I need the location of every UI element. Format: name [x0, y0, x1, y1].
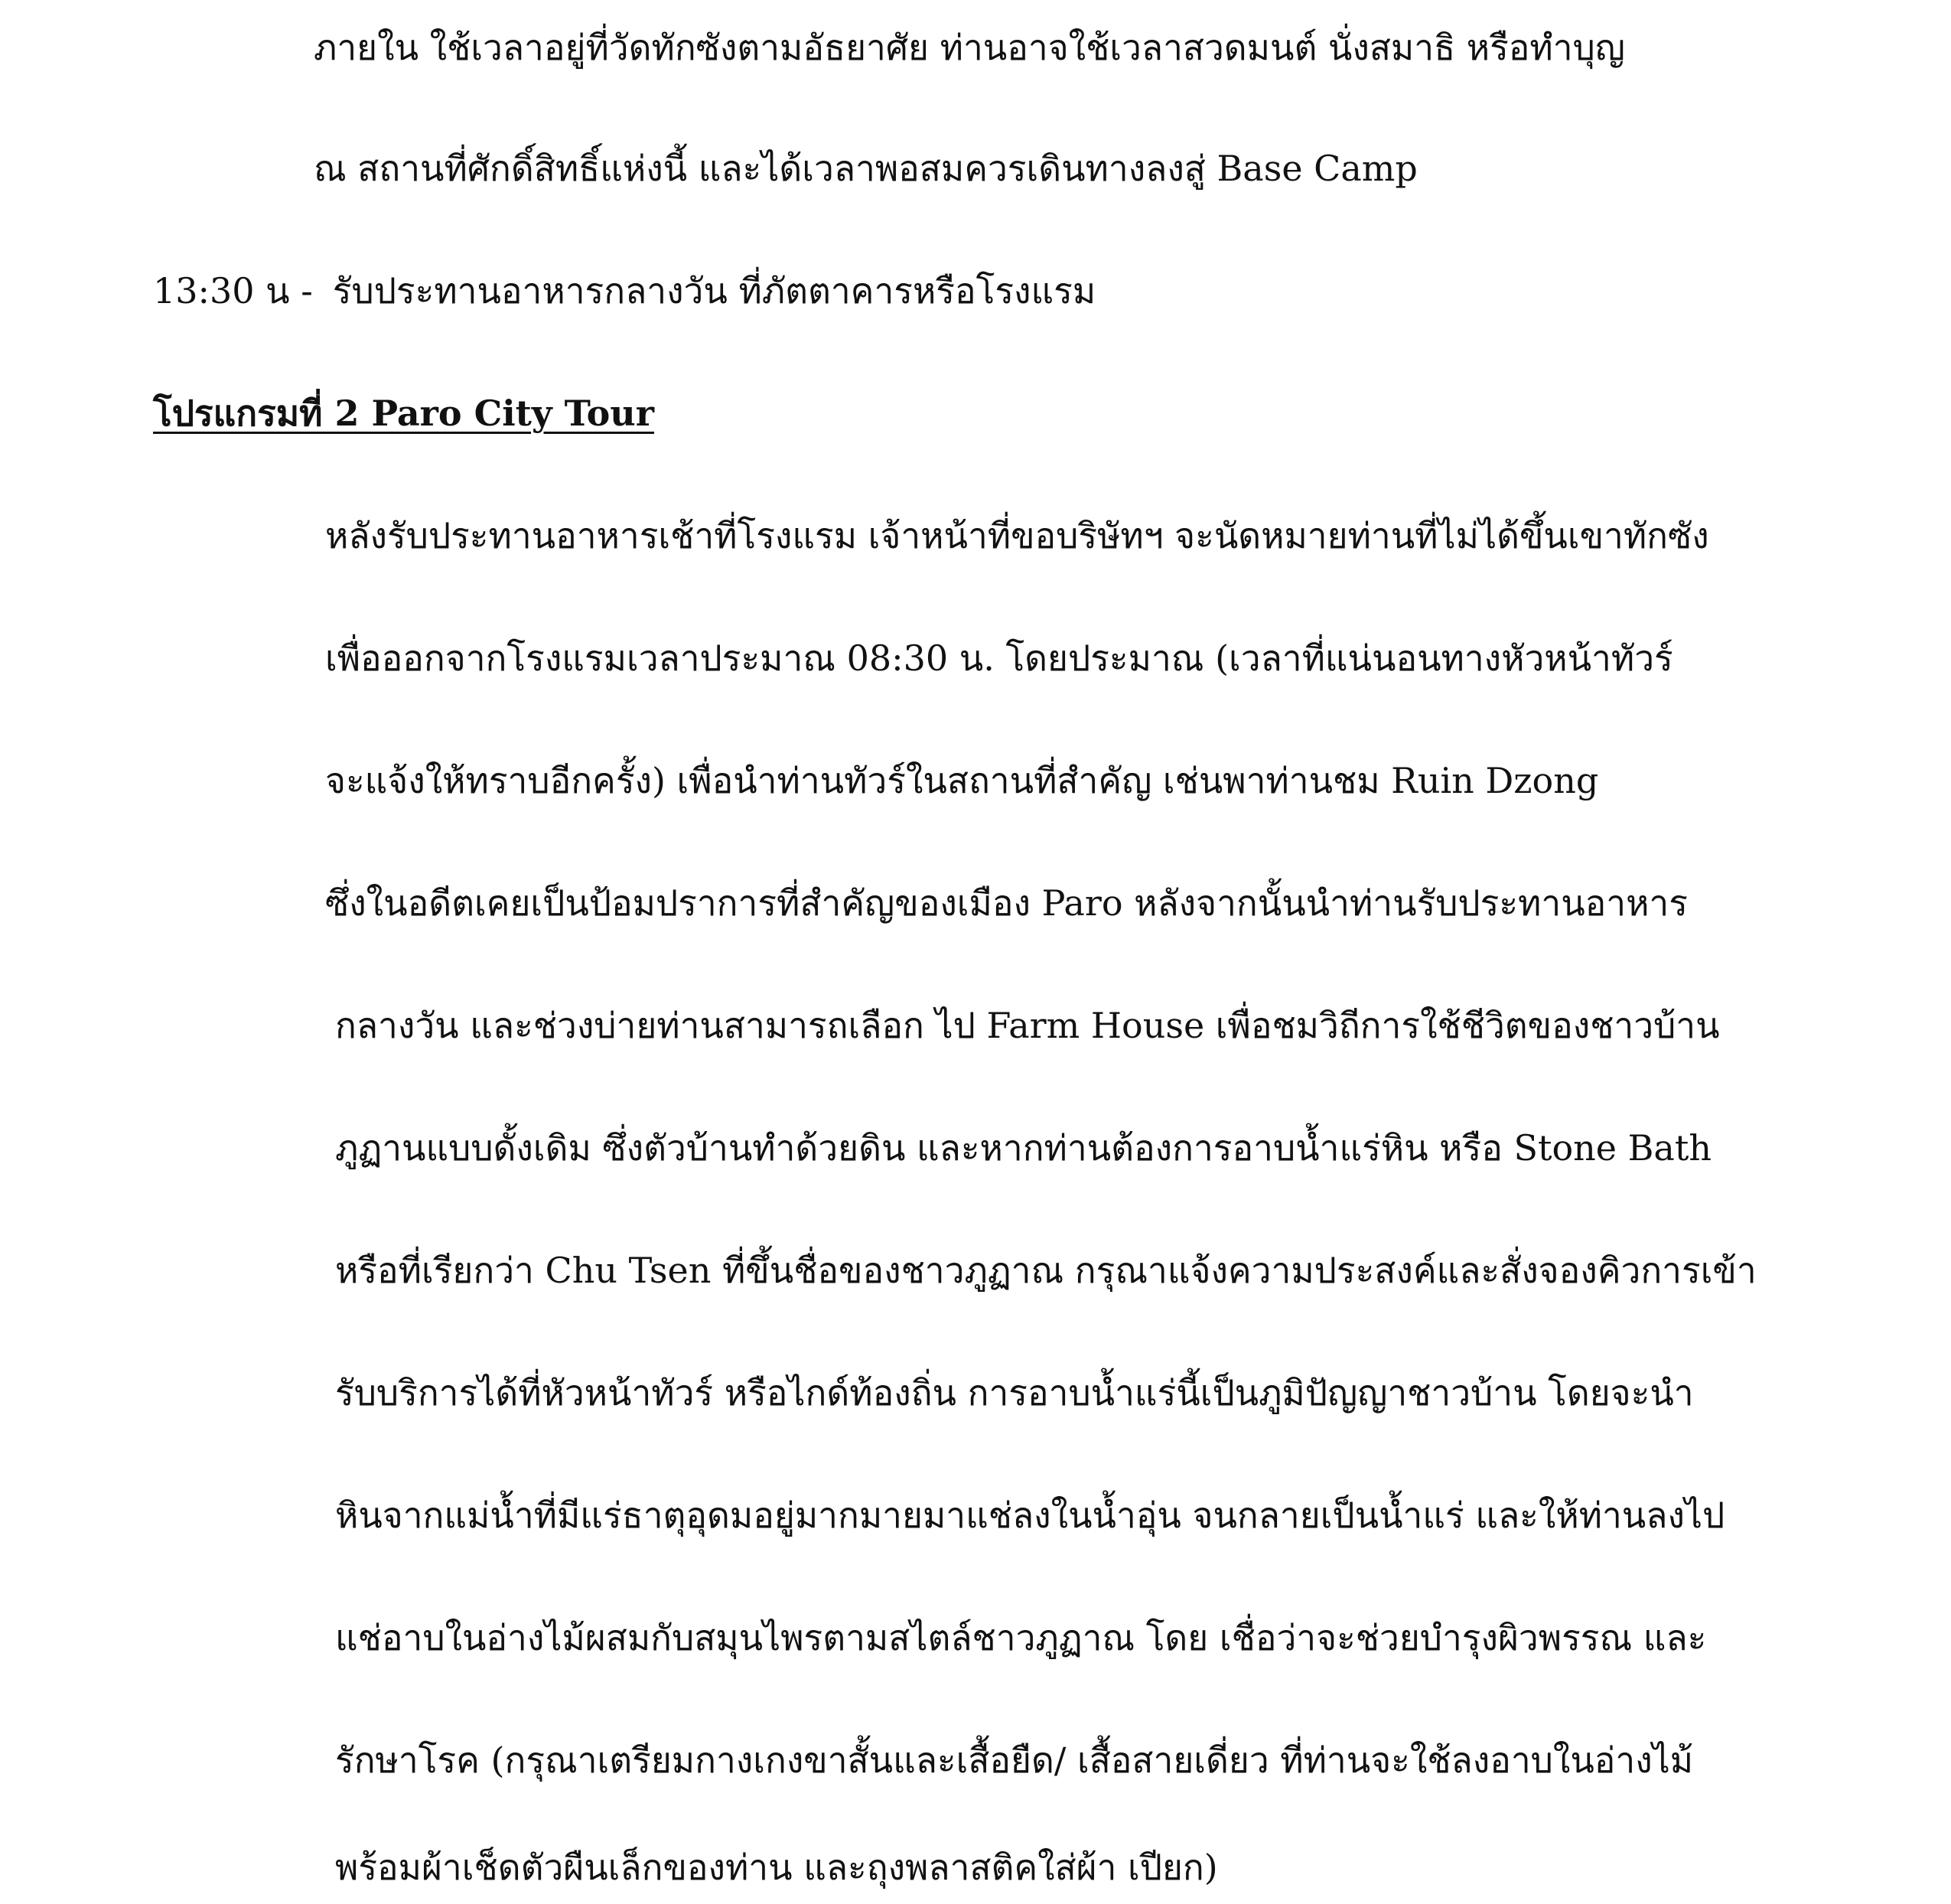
- intro-line: ภายใน ใช้เวลาอยู่ที่วัดทักซังตามอัธยาศัย ท่านอาจใช้เวลาสวดมนต์ นั่งสมาธิ หรือทำบุญ: [314, 27, 1625, 68]
- schedule-time: 13:30 น -: [153, 270, 313, 311]
- program-line: พร้อมผ้าเช็ดตัวผืนเล็กของท่าน และถุงพลาสติคใส่ผ้า เปียก): [335, 1847, 1218, 1888]
- program-line: หินจากแม่น้ำที่มีแร่ธาตุอุดมอยู่มากมายมาแช่ลงในน้ำอุ่น จนกลายเป็นน้ำแร่ และให้ท่านลงไป: [335, 1495, 1725, 1536]
- intro-line: ณ สถานที่ศักดิ์สิทธิ์แห่งนี้ และได้เวลาพอสมควรเดินทางลงสู่ Base Camp: [314, 148, 1418, 189]
- schedule-text: รับประทานอาหารกลางวัน ที่ภัตตาคารหรือโรงแรม: [332, 270, 1096, 311]
- program-line: เพื่อออกจากโรงแรมเวลาประมาณ 08:30 น. โดยประมาณ (เวลาที่แน่นอนทางหัวหน้าทัวร์: [325, 637, 1673, 679]
- program-line: จะแจ้งให้ทราบอีกครั้ง) เพื่อนำท่านทัวร์ในสถานที่สำคัญ เช่นพาท่านชม Ruin Dzong: [325, 760, 1599, 801]
- program-line: ซึ่งในอดีตเคยเป็นป้อมปราการที่สำคัญของเมือง Paro หลังจากนั้นนำท่านรับประทานอาหาร: [325, 882, 1688, 924]
- program-line: แช่อาบในอ่างไม้ผสมกับสมุนไพรตามสไตล์ชาวภูฏาณ โดย เชื่อว่าจะช่วยบำรุงผิวพรรณ และ: [335, 1617, 1707, 1658]
- program-line: หรือที่เรียกว่า Chu Tsen ที่ขึ้นชื่อของชาวภูฏาณ กรุณาแจ้งความประสงค์และสั่งจองคิวการเข้า: [335, 1250, 1757, 1291]
- program-line: รักษาโรค (กรุณาเตรียมกางเกงขาสั้นและเสื้อยืด/ เสื้อสายเดี่ยว ที่ท่านจะใช้ลงอาบในอ่างไม้: [335, 1739, 1694, 1781]
- program-line: หลังรับประทานอาหารเช้าที่โรงแรม เจ้าหน้าที่ขอบริษัทฯ จะนัดหมายท่านที่ไม่ได้ขึ้นเขาทักซัง: [325, 515, 1709, 556]
- program-line: ภูฏานแบบดั้งเดิม ซึ่งตัวบ้านทำด้วยดิน และหากท่านต้องการอาบน้ำแร่หิน หรือ Stone Bath: [335, 1127, 1712, 1169]
- program-line: กลางวัน และช่วงบ่ายท่านสามารถเลือก ไป Farm House เพื่อชมวิถีการใช้ชีวิตของชาวบ้าน: [335, 1005, 1720, 1046]
- program-line: รับบริการได้ที่หัวหน้าทัวร์ หรือไกด์ท้องถิ่น การอาบน้ำแร่นี้เป็นภูมิปัญญาชาวบ้าน โดยจะนำ: [335, 1372, 1694, 1413]
- program-heading: โปรแกรมที่ 2 Paro City Tour: [153, 393, 654, 434]
- schedule-item: [153, 268, 1096, 314]
